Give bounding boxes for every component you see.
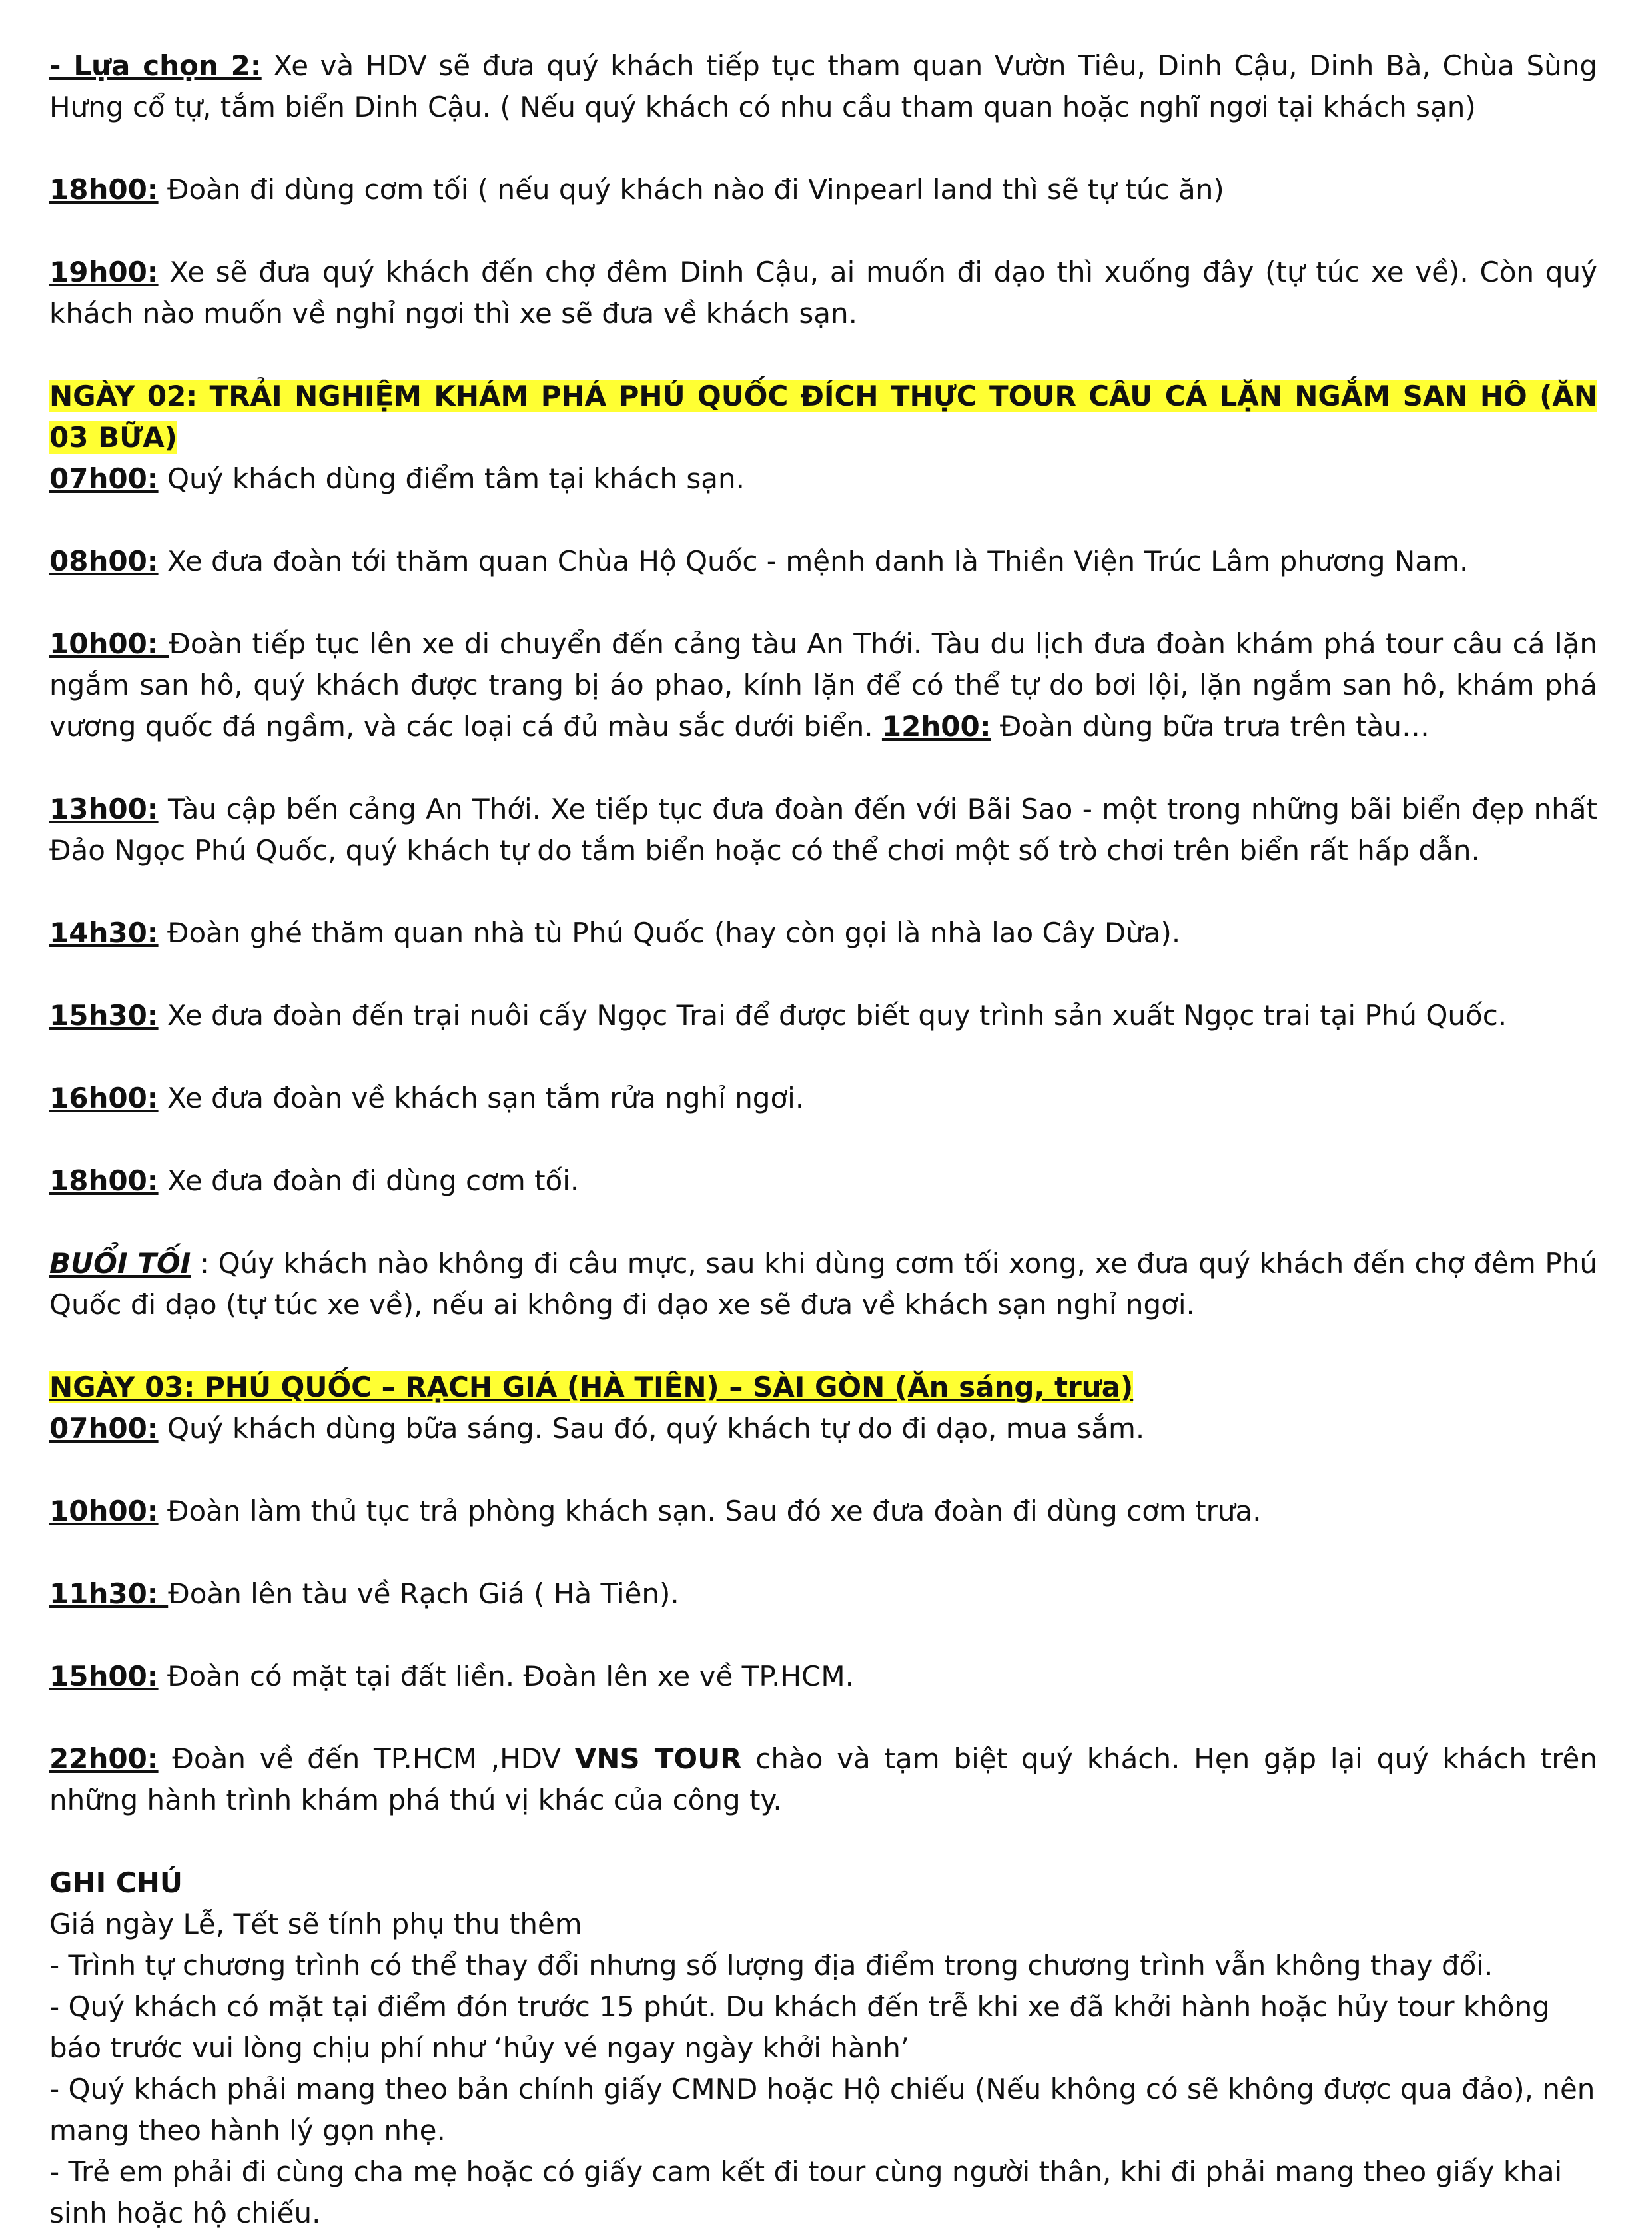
itinerary-item <box>49 1078 1597 1119</box>
note-line: - Trình tự chương trình có thể thay đổi nhưng số lượng địa điểm trong chương trình vẫn không thay đổi. <box>49 1949 1493 1982</box>
item-time: 19h00: <box>49 256 159 288</box>
itinerary-item <box>49 1573 1597 1615</box>
itinerary-item <box>49 1656 1597 1697</box>
note-line: Giá ngày Lễ, Tết sẽ tính phụ thu thêm <box>49 1908 582 1940</box>
item-time: 18h00: <box>49 173 159 206</box>
evening-text: : Qúy khách nào không đi câu mực, sau khi dùng cơm tối xong, xe đưa quý khách đến chợ đêm Phú Quốc đi dạo (tự túc xe về), nếu ai không đi dạo xe sẽ đưa về khách sạn nghỉ ngơi. <box>49 1247 1597 1321</box>
brand-name: VNS TOUR <box>574 1742 742 1775</box>
option-2-paragraph <box>49 45 1597 128</box>
itinerary-item <box>49 913 1597 954</box>
notes-title: GHI CHÚ <box>49 1866 183 1899</box>
item-time: 14h30: <box>49 917 159 949</box>
evening-paragraph <box>49 1243 1597 1325</box>
item-time: 07h00: <box>49 1412 159 1445</box>
item-text: Đoàn có mặt tại đất liền. Đoàn lên xe về TP.HCM. <box>158 1660 854 1692</box>
item-text: Xe đưa đoàn về khách sạn tắm rửa nghỉ ngơi. <box>158 1082 805 1114</box>
itinerary-item <box>49 1491 1597 1532</box>
itinerary-item <box>49 541 1597 582</box>
item-time: 11h30: <box>49 1577 169 1610</box>
item-text: Xe đưa đoàn đi dùng cơm tối. <box>158 1164 580 1197</box>
option-2-text: Xe và HDV sẽ đưa quý khách tiếp tục tham quan Vườn Tiêu, Dinh Cậu, Dinh Bà, Chùa Sùng Hưng cổ tự, tắm biển Dinh Cậu. ( Nếu quý khách có nhu cầu tham quan hoặc nghĩ ngơi tại khách sạn) <box>49 49 1598 123</box>
item-text: Đoàn lên tàu về Rạch Giá ( Hà Tiên). <box>168 1577 679 1610</box>
itinerary-item <box>49 995 1597 1036</box>
item-text: Quý khách dùng điểm tâm tại khách sạn. <box>158 462 745 495</box>
itinerary-item <box>49 1738 1597 1821</box>
item-time: 13h00: <box>49 793 159 825</box>
item-text: Xe sẽ đưa quý khách đến chợ đêm Dinh Cậu, ai muốn đi dạo thì xuống đây (tự túc xe về). Còn quý khách nào muốn về nghỉ ngơi thì xe sẽ đưa về khách sạn. <box>49 256 1597 330</box>
item-text: Xe đưa đoàn đến trại nuôi cấy Ngọc Trai để được biết quy trình sản xuất Ngọc trai tại Phú Quốc. <box>158 999 1507 1032</box>
note-line: - Quý khách có mặt tại điểm đón trước 15 phút. Du khách đến trễ khi xe đã khởi hành hoặc hủy tour không báo trước vui lòng chịu phí như ‘hủy vé ngay ngày khởi hành’ <box>49 1990 1550 2064</box>
itinerary-item <box>49 623 1597 747</box>
item-time: 10h00: <box>49 1495 159 1527</box>
item-time: 15h30: <box>49 999 159 1032</box>
item-time-secondary: 12h00: <box>881 710 991 743</box>
item-text: Đoàn tiếp tục lên xe di chuyển đến cảng tàu An Thới. Tàu du lịch đưa đoàn khám phá tour câu cá lặn ngắm san hô, quý khách được trang bị áo phao, kính lặn để có thể tự do bơi lội, lặn ngắm san hô, khám phá vương quốc đá ngầm, và các loại cá đủ màu sắc dưới biển. <box>49 627 1597 743</box>
itinerary-item <box>49 1408 1597 1449</box>
day-2-heading: NGÀY 02: TRẢI NGHIỆM KHÁM PHÁ PHÚ QUỐC ĐÍCH THỰC TOUR CÂU CÁ LẶN NGẮM SAN HÔ (ĂN 03 BỮA) <box>49 380 1597 454</box>
item-text-cont: chào và tạm biệt quý khách. Hẹn gặp lại quý khách trên những hành trình khám phá thú vị khác của công ty. <box>49 1742 1597 1816</box>
item-text: Đoàn làm thủ tục trả phòng khách sạn. Sau đó xe đưa đoàn đi dùng cơm trưa. <box>158 1495 1262 1527</box>
item-time: 07h00: <box>49 462 159 495</box>
item-time: 16h00: <box>49 1082 159 1114</box>
item-time: 22h00: <box>49 1742 159 1775</box>
evening-label: BUỔI TỐI <box>49 1247 191 1280</box>
note-line: - Quý khách phải mang theo bản chính giấy CMND hoặc Hộ chiếu (Nếu không có sẽ không được qua đảo), nên mang theo hành lý gọn nhẹ. <box>49 2073 1595 2147</box>
itinerary-item <box>49 458 1597 500</box>
item-text: Quý khách dùng bữa sáng. Sau đó, quý khách tự do đi dạo, mua sắm. <box>158 1412 1145 1445</box>
item-text: Xe đưa đoàn tới thăm quan Chùa Hộ Quốc - mệnh danh là Thiền Viện Trúc Lâm phương Nam. <box>158 545 1469 577</box>
note-line: - Trẻ em phải đi cùng cha mẹ hoặc có giấy cam kết đi tour cùng người thân, khi đi phải mang theo giấy khai sinh hoặc hộ chiếu. <box>49 2155 1563 2229</box>
item-time: 18h00: <box>49 1164 159 1197</box>
item-text: Tàu cập bến cảng An Thới. Xe tiếp tục đưa đoàn đến với Bãi Sao - một trong những bãi biển đẹp nhất Đảo Ngọc Phú Quốc, quý khách tự do tắm biển hoặc có thể chơi một số trò chơi trên biển rất hấp dẫn. <box>49 793 1597 867</box>
item-time: 08h00: <box>49 545 159 577</box>
day-3-heading: NGÀY 03: PHÚ QUỐC – RẠCH GIÁ (HÀ TIÊN) – SÀI GÒN (Ăn sáng, trưa) <box>49 1371 1134 1403</box>
item-time: 10h00: <box>49 627 169 660</box>
itinerary-item <box>49 1160 1597 1202</box>
itinerary-item <box>49 169 1597 210</box>
item-time: 15h00: <box>49 1660 159 1692</box>
item-text: Đoàn ghé thăm quan nhà tù Phú Quốc (hay còn gọi là nhà lao Cây Dừa). <box>158 917 1181 949</box>
option-2-label: - Lựa chọn 2: <box>49 49 262 82</box>
item-text-secondary: Đoàn dùng bữa trưa trên tàu… <box>991 710 1430 743</box>
item-text: Đoàn về đến TP.HCM ,HDV <box>158 1742 575 1775</box>
itinerary-item <box>49 789 1597 871</box>
item-text: Đoàn đi dùng cơm tối ( nếu quý khách nào đi Vinpearl land thì sẽ tự túc ăn) <box>158 173 1224 206</box>
itinerary-item <box>49 252 1597 334</box>
